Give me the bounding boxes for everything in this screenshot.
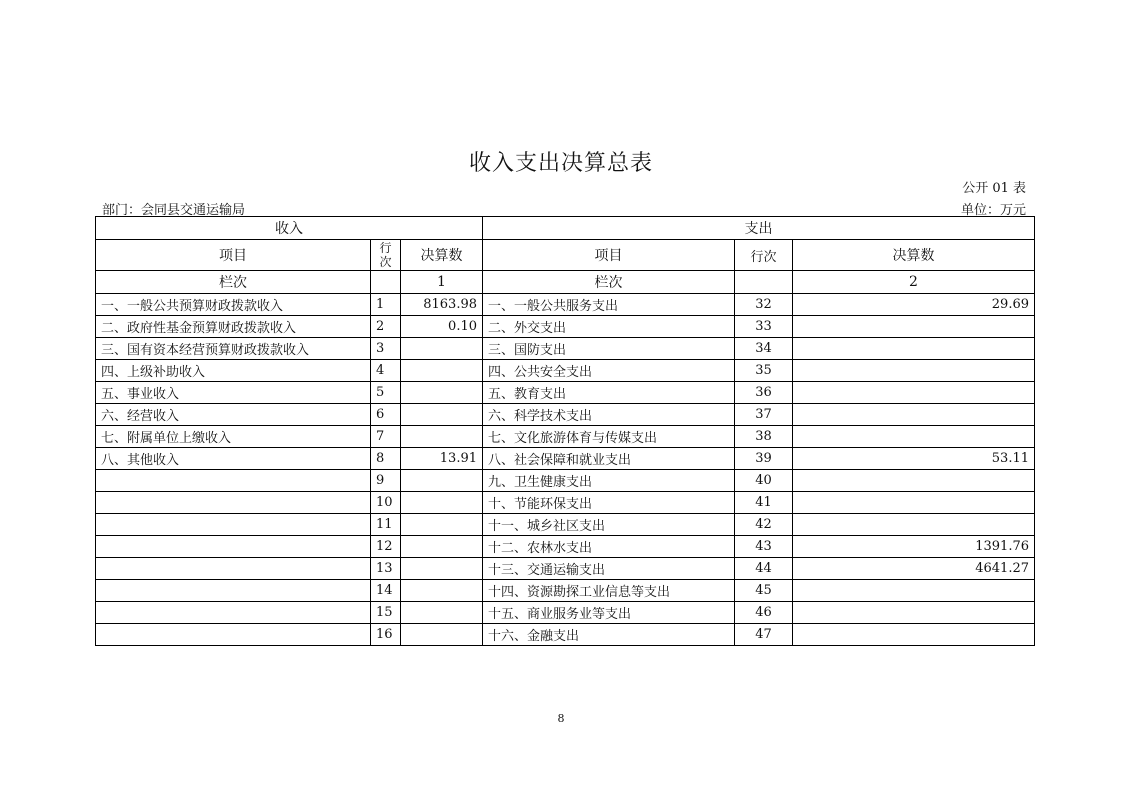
income-line-no-cell: 9: [371, 470, 401, 492]
expense-amount-cell: [793, 316, 1035, 338]
table-row: [96, 338, 1035, 360]
expense-item-cell: 四、公共安全支出: [483, 360, 735, 382]
expense-line-no-cell: 43: [735, 536, 793, 558]
expense-amount-cell: [793, 360, 1035, 382]
expense-amount-cell: [793, 492, 1035, 514]
table-row: [96, 426, 1035, 448]
income-item-cell: 五、事业收入: [96, 382, 371, 404]
form-number: 公开 01 表: [962, 181, 1026, 196]
income-line-no-cell: 14: [371, 580, 401, 602]
expense-column-index: 2: [793, 271, 1035, 294]
income-amount-cell: [401, 580, 483, 602]
income-amount-cell: [401, 536, 483, 558]
income-amount-cell: [401, 382, 483, 404]
expense-amount-cell: [793, 580, 1035, 602]
income-amount-cell: [401, 360, 483, 382]
expense-section-header: 支出: [483, 217, 1035, 240]
expense-line-no-cell: 39: [735, 448, 793, 470]
income-line-no-cell: 16: [371, 624, 401, 646]
income-line-no-header: 行次: [379, 240, 392, 269]
header-row-columns: [96, 240, 1035, 271]
income-amount-cell: [401, 558, 483, 580]
expense-item-cell: 八、社会保障和就业支出: [483, 448, 735, 470]
expense-item-cell: 十二、农林水支出: [483, 536, 735, 558]
expense-item-header: 项目: [483, 240, 735, 271]
expense-amount-cell: [793, 602, 1035, 624]
income-column-label: 栏次: [96, 271, 371, 294]
income-amount-cell: [401, 426, 483, 448]
income-amount-cell: [401, 492, 483, 514]
expense-item-cell: 七、文化旅游体育与传媒支出: [483, 426, 735, 448]
expense-item-cell: 五、教育支出: [483, 382, 735, 404]
income-item-cell: 六、经营收入: [96, 404, 371, 426]
income-amount-cell: [401, 404, 483, 426]
expense-line-no-header: 行次: [735, 240, 793, 271]
table-row: [96, 404, 1035, 426]
expense-item-cell: 一、一般公共服务支出: [483, 294, 735, 316]
income-line-no-cell: 2: [371, 316, 401, 338]
income-line-no-cell: 13: [371, 558, 401, 580]
income-line-no-cell: 4: [371, 360, 401, 382]
income-amount-cell: [401, 338, 483, 360]
table-row: [96, 536, 1035, 558]
expense-amount-cell: [793, 426, 1035, 448]
expense-amount-cell: [793, 470, 1035, 492]
table-row: [96, 316, 1035, 338]
income-item-cell: [96, 624, 371, 646]
expense-amount-cell: [793, 338, 1035, 360]
income-line-no-cell: 10: [371, 492, 401, 514]
income-line-no-cell: 5: [371, 382, 401, 404]
income-item-cell: [96, 558, 371, 580]
expense-amount-cell: [793, 514, 1035, 536]
expense-line-no-cell: 33: [735, 316, 793, 338]
income-item-cell: [96, 514, 371, 536]
expense-item-cell: 十一、城乡社区支出: [483, 514, 735, 536]
department-label: 部门：会同县交通运输局: [102, 203, 246, 218]
expense-line-no-cell: 32: [735, 294, 793, 316]
income-item-cell: [96, 580, 371, 602]
income-item-cell: 三、国有资本经营预算财政拨款收入: [96, 338, 371, 360]
income-amount-cell: [401, 470, 483, 492]
expense-column-label: 栏次: [483, 271, 735, 294]
income-item-cell: 七、附属单位上缴收入: [96, 426, 371, 448]
table-row: [96, 514, 1035, 536]
expense-line-no-cell: 45: [735, 580, 793, 602]
income-item-cell: [96, 492, 371, 514]
income-amount-cell: [401, 624, 483, 646]
table-row: [96, 624, 1035, 646]
expense-line-no-cell: 41: [735, 492, 793, 514]
expense-amount-cell: 1391.76: [793, 536, 1035, 558]
expense-amount-cell: 4641.27: [793, 558, 1035, 580]
page-title: 收入支出决算总表: [468, 151, 653, 176]
expense-line-no-cell: 47: [735, 624, 793, 646]
expense-amount-cell: [793, 624, 1035, 646]
income-line-no-cell: 3: [371, 338, 401, 360]
income-line-no-cell: 1: [371, 294, 401, 316]
income-column-index: 1: [401, 271, 483, 294]
table-row: [96, 360, 1035, 382]
table-row: [96, 492, 1035, 514]
expense-line-no-cell: 42: [735, 514, 793, 536]
income-line-no-cell: 15: [371, 602, 401, 624]
income-amount-cell: 0.10: [401, 316, 483, 338]
income-item-cell: [96, 470, 371, 492]
expense-line-no-cell: 34: [735, 338, 793, 360]
expense-item-cell: 十五、商业服务业等支出: [483, 602, 735, 624]
expense-item-cell: 十六、金融支出: [483, 624, 735, 646]
income-line-no-cell: 6: [371, 404, 401, 426]
expense-item-cell: 三、国防支出: [483, 338, 735, 360]
expense-item-cell: 二、外交支出: [483, 316, 735, 338]
income-line-no-cell: 11: [371, 514, 401, 536]
table-row: [96, 382, 1035, 404]
expense-amount-cell: 53.11: [793, 448, 1035, 470]
page-number: 8: [557, 712, 565, 725]
expense-item-cell: 九、卫生健康支出: [483, 470, 735, 492]
expense-line-no-cell: 36: [735, 382, 793, 404]
expense-item-cell: 十四、资源勘探工业信息等支出: [483, 580, 735, 602]
income-item-header: 项目: [96, 240, 371, 271]
income-expense-table: [95, 216, 1035, 646]
table-row: [96, 448, 1035, 470]
income-amount-cell: 8163.98: [401, 294, 483, 316]
expense-line-no-cell: 37: [735, 404, 793, 426]
income-item-cell: [96, 602, 371, 624]
header-row-sections: [96, 217, 1035, 240]
table-row: [96, 470, 1035, 492]
income-amount-cell: 13.91: [401, 448, 483, 470]
income-item-cell: 四、上级补助收入: [96, 360, 371, 382]
table-row: [96, 294, 1035, 316]
expense-amount-header: 决算数: [793, 240, 1035, 271]
table-row: [96, 602, 1035, 624]
expense-amount-cell: 29.69: [793, 294, 1035, 316]
income-section-header: 收入: [96, 217, 483, 240]
income-line-blank: [371, 271, 401, 294]
header-row-column-index: [96, 271, 1035, 294]
expense-item-cell: 十三、交通运输支出: [483, 558, 735, 580]
expense-line-no-cell: 35: [735, 360, 793, 382]
expense-item-cell: 六、科学技术支出: [483, 404, 735, 426]
expense-item-cell: 十、节能环保支出: [483, 492, 735, 514]
expense-line-no-cell: 40: [735, 470, 793, 492]
income-item-cell: 二、政府性基金预算财政拨款收入: [96, 316, 371, 338]
expense-amount-cell: [793, 404, 1035, 426]
income-amount-cell: [401, 514, 483, 536]
table-row: [96, 558, 1035, 580]
unit-label: 单位：万元: [960, 203, 1026, 218]
income-item-cell: [96, 536, 371, 558]
income-line-no-cell: 8: [371, 448, 401, 470]
table-row: [96, 580, 1035, 602]
income-item-cell: 一、一般公共预算财政拨款收入: [96, 294, 371, 316]
income-amount-header: 决算数: [401, 240, 483, 271]
income-line-no-cell: 12: [371, 536, 401, 558]
expense-line-blank: [735, 271, 793, 294]
income-item-cell: 八、其他收入: [96, 448, 371, 470]
expense-line-no-cell: 38: [735, 426, 793, 448]
income-amount-cell: [401, 602, 483, 624]
expense-line-no-cell: 46: [735, 602, 793, 624]
expense-line-no-cell: 44: [735, 558, 793, 580]
income-line-no-cell: 7: [371, 426, 401, 448]
expense-amount-cell: [793, 382, 1035, 404]
